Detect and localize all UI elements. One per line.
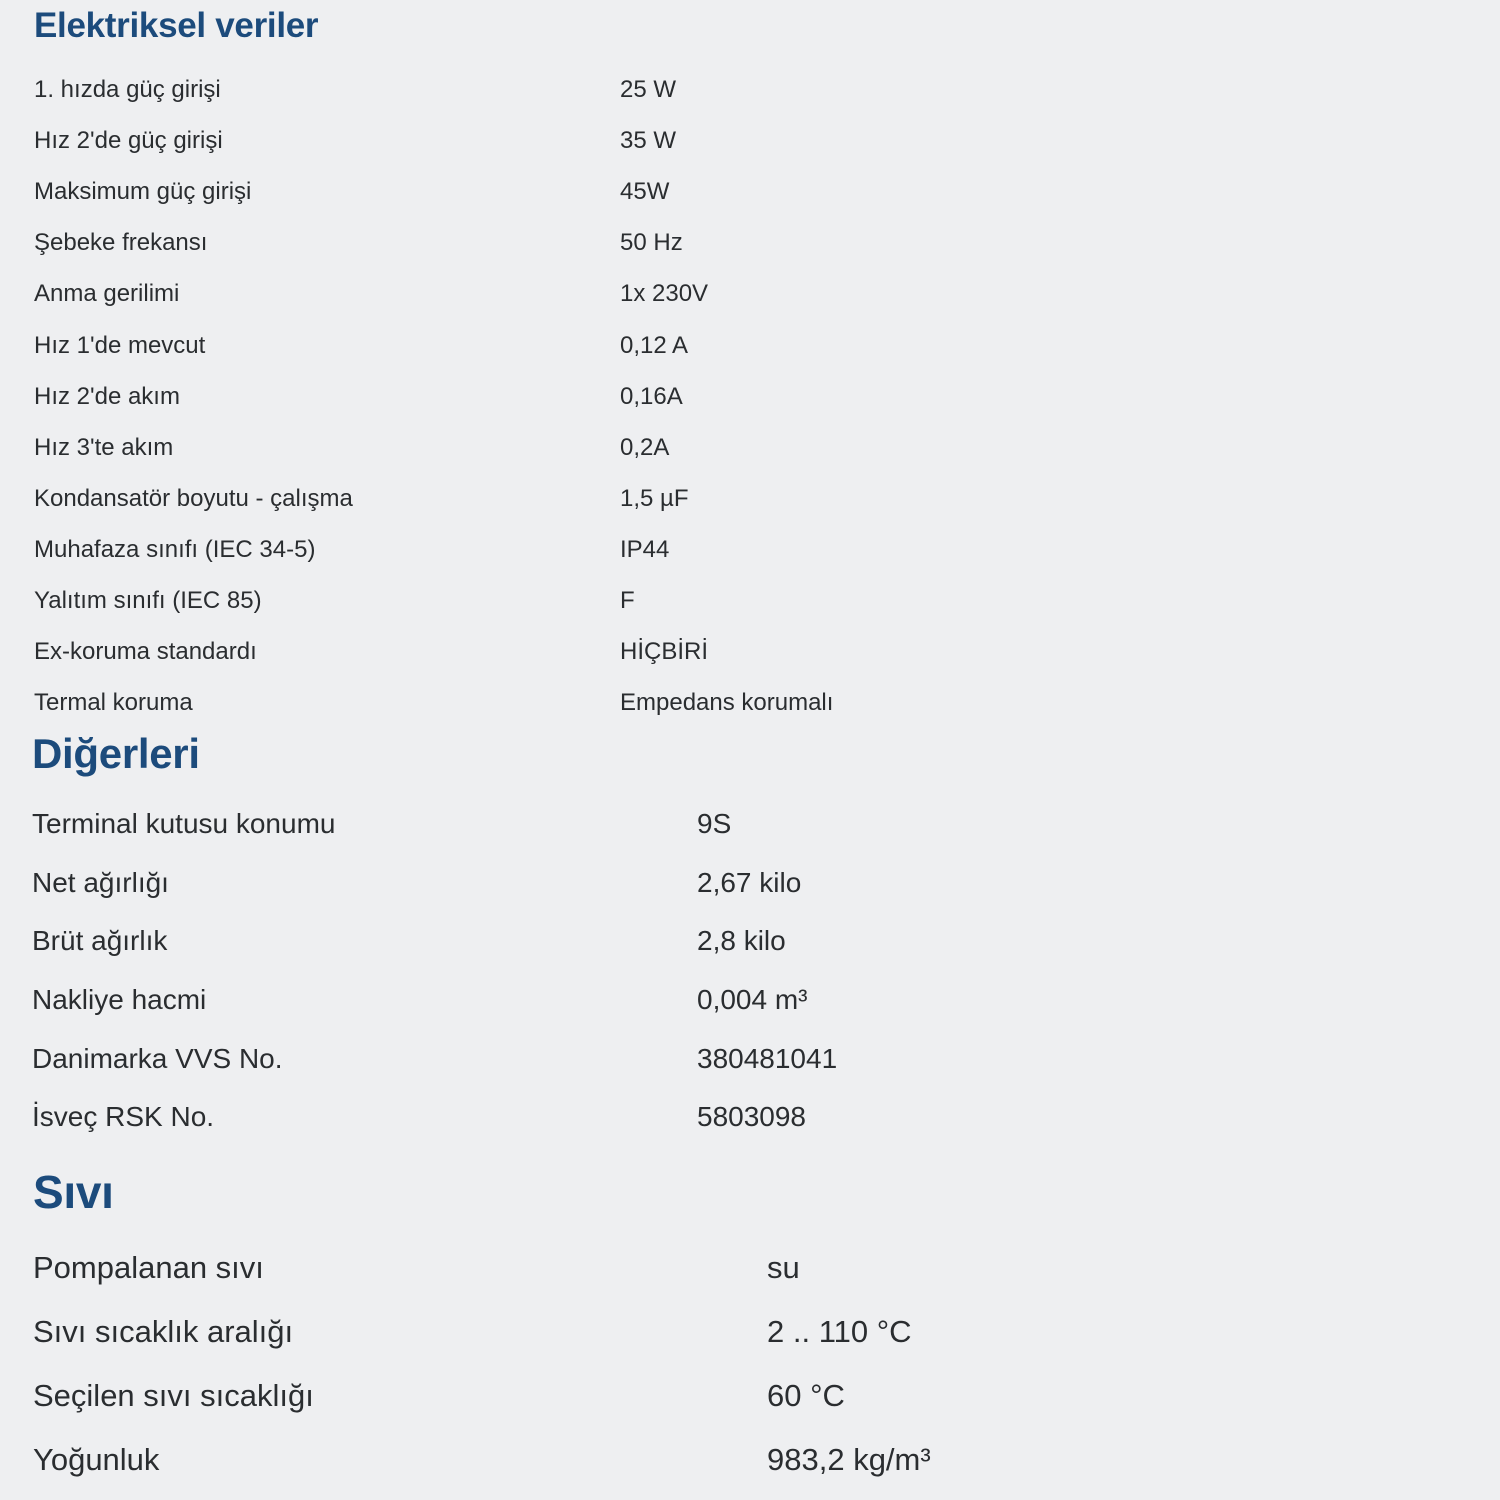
row-label: Terminal kutusu konumu bbox=[32, 808, 336, 839]
row-value: 5803098 bbox=[697, 1101, 807, 1132]
row-value: 0,004 m³ bbox=[697, 984, 808, 1015]
section-title-others: Diğerleri bbox=[32, 730, 200, 777]
row-label: Net ağırlığı bbox=[32, 867, 169, 898]
row-label: Muhafaza sınıfı (IEC 34-5) bbox=[34, 536, 316, 563]
row-value: 0,16A bbox=[620, 383, 683, 410]
row-label: Yalıtım sınıfı (IEC 85) bbox=[34, 587, 262, 614]
row-value: 1,5 µF bbox=[620, 485, 689, 512]
row-label: Hız 2'de akım bbox=[34, 383, 180, 410]
row-value: 0,2A bbox=[620, 434, 670, 461]
row-value: 2,67 kilo bbox=[697, 867, 802, 898]
row-label: Kondansatör boyutu - çalışma bbox=[34, 485, 353, 512]
row-label: Şebeke frekansı bbox=[34, 229, 208, 256]
row-label: Danimarka VVS No. bbox=[32, 1043, 283, 1074]
row-value: 60 °C bbox=[767, 1378, 845, 1413]
row-label: Maksimum güç girişi bbox=[34, 178, 252, 205]
row-value: 0,12 A bbox=[620, 332, 689, 359]
row-value: 45W bbox=[620, 178, 670, 205]
row-value: 2 .. 110 °C bbox=[767, 1314, 912, 1349]
row-value: HİÇBİRİ bbox=[620, 638, 709, 665]
section-title-electrical: Elektriksel veriler bbox=[34, 6, 319, 45]
row-label: İsveç RSK No. bbox=[32, 1101, 215, 1132]
row-label: Hız 1'de mevcut bbox=[34, 332, 206, 359]
row-label: Hız 3'te akım bbox=[34, 434, 174, 461]
row-value: 983,2 kg/m³ bbox=[767, 1442, 931, 1477]
row-value: F bbox=[620, 587, 635, 614]
section-title-liquid: Sıvı bbox=[33, 1166, 114, 1218]
row-label: Termal koruma bbox=[34, 689, 193, 716]
row-label: Yoğunluk bbox=[33, 1442, 160, 1477]
row-value: 2,8 kilo bbox=[697, 925, 786, 956]
row-value: 25 W bbox=[620, 76, 677, 103]
row-value: 9S bbox=[697, 808, 732, 839]
row-value: Empedans korumalı bbox=[620, 689, 834, 716]
row-value: 50 Hz bbox=[620, 229, 683, 256]
row-label: Nakliye hacmi bbox=[32, 984, 207, 1015]
row-value: 35 W bbox=[620, 127, 677, 154]
row-label: Brüt ağırlık bbox=[32, 925, 168, 956]
row-label: Pompalanan sıvı bbox=[33, 1250, 264, 1285]
row-value: IP44 bbox=[620, 536, 670, 563]
row-label: Sıvı sıcaklık aralığı bbox=[33, 1314, 294, 1349]
row-value: 1x 230V bbox=[620, 280, 709, 307]
row-label: 1. hızda güç girişi bbox=[34, 76, 221, 103]
row-label: Ex-koruma standardı bbox=[34, 638, 257, 665]
row-value: 380481041 bbox=[697, 1043, 838, 1074]
row-value: su bbox=[767, 1250, 800, 1285]
row-label: Seçilen sıvı sıcaklığı bbox=[33, 1378, 314, 1413]
row-label: Hız 2'de güç girişi bbox=[34, 127, 223, 154]
row-label: Anma gerilimi bbox=[34, 280, 180, 307]
